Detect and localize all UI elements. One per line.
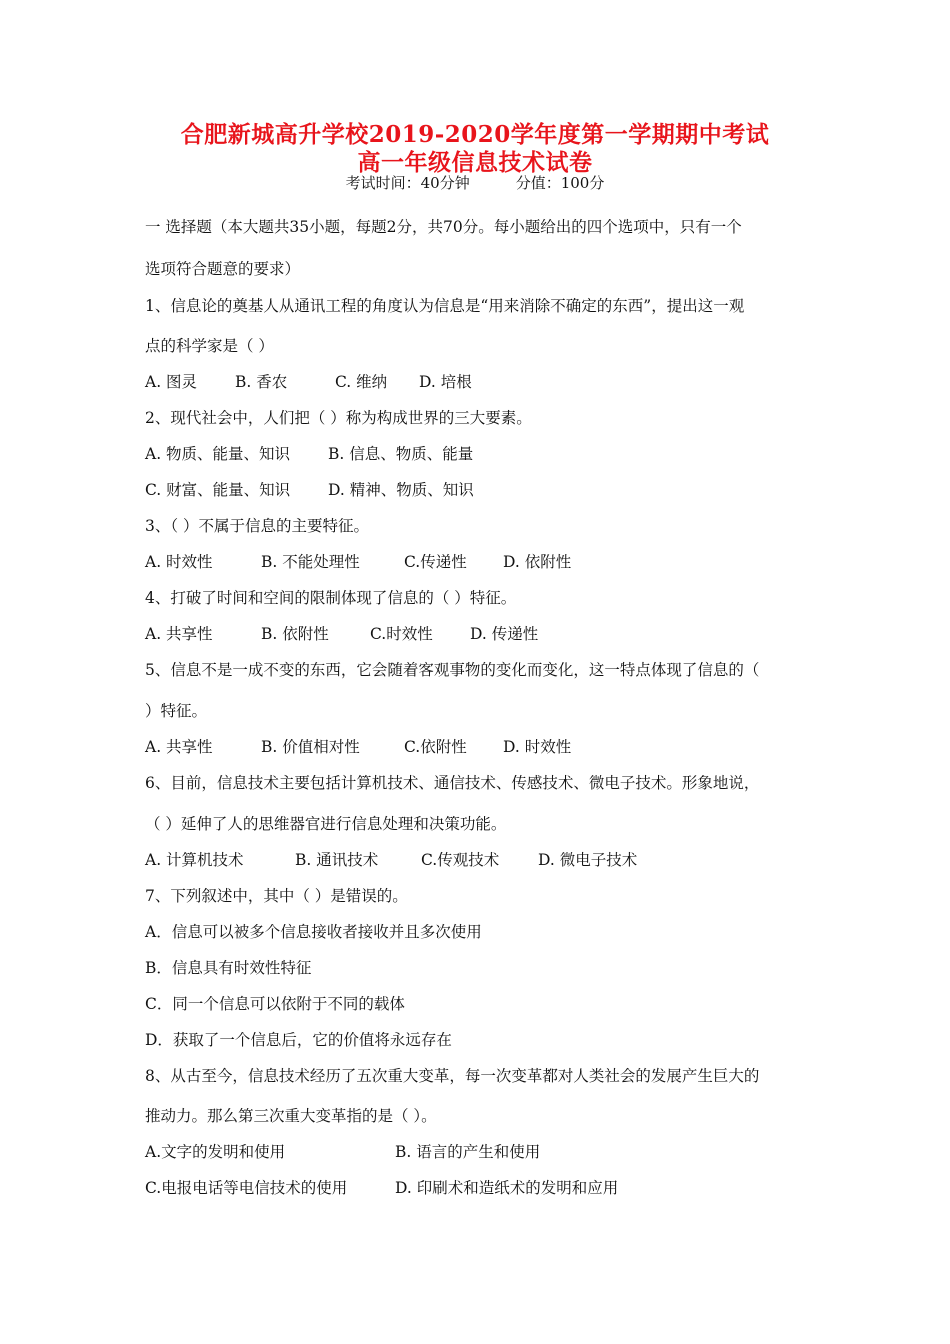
question-2-options-row2: [145, 479, 474, 501]
question-5-option-d: D. 时效性: [503, 738, 572, 756]
question-3-option-a: A. 时效性: [145, 553, 213, 571]
question-1-option-c: C. 维纳: [335, 373, 388, 391]
question-8-stem-line1: 8、从古至今，信息技术经历了五次重大变革，每一次变革都对人类社会的发展产生巨大的: [145, 1067, 760, 1085]
exam-meta: [0, 173, 950, 193]
section-intro-line2: 选项符合题意的要求）: [145, 260, 301, 278]
question-1-option-b: B. 香农: [235, 373, 288, 391]
question-2-option-a: A. 物质、能量、知识: [145, 445, 291, 463]
exam-score: 分值：100分: [515, 174, 605, 192]
question-7-option-c: C．同一个信息可以依附于不同的载体: [145, 995, 405, 1013]
question-8-option-d: D. 印刷术和造纸术的发明和应用: [395, 1179, 619, 1197]
exam-title-line1: 合肥新城高升学校2019-2020学年度第一学期期中考试: [180, 121, 770, 148]
question-2-stem-line1: 2、现代社会中，人们把（ ）称为构成世界的三大要素。: [145, 409, 532, 427]
question-4-options: [145, 623, 538, 645]
question-2-option-b: B. 信息、物质、能量: [328, 445, 474, 463]
question-1-stem-line1: 1、信息论的奠基人从通讯工程的角度认为信息是“用来消除不确定的东西”，提出这一观: [145, 297, 745, 315]
question-4-option-a: A. 共享性: [145, 625, 213, 643]
question-5-stem-line1: 5、信息不是一成不变的东西，它会随着客观事物的变化而变化，这一特点体现了信息的（: [145, 661, 760, 679]
question-1-options: [145, 371, 472, 393]
question-2-option-c: C. 财富、能量、知识: [145, 481, 291, 499]
question-1-stem-line2: 点的科学家是（ ）: [145, 337, 274, 355]
question-5-stem-line2: ）特征。: [145, 702, 208, 720]
exam-title-line2: 高一年级信息技术试卷: [357, 149, 593, 176]
question-8-options-row1: [145, 1141, 540, 1163]
question-6-options: [145, 849, 637, 871]
question-3-option-c: C.传递性: [404, 553, 467, 571]
question-4-option-c: C.时效性: [370, 625, 433, 643]
question-3-option-d: D. 依附性: [503, 553, 572, 571]
exam-time: 考试时间：40分钟: [345, 174, 470, 192]
question-7-option-a: A．信息可以被多个信息接收者接收并且多次使用: [145, 923, 482, 941]
question-3-option-b: B. 不能处理性: [261, 553, 360, 571]
question-3-options: [145, 551, 571, 573]
question-6-option-c: C.传观技术: [421, 851, 500, 869]
question-4-stem-line1: 4、打破了时间和空间的限制体现了信息的（ ）特征。: [145, 589, 517, 607]
question-8-options-row2: [145, 1177, 618, 1199]
question-6-option-b: B. 通讯技术: [295, 851, 379, 869]
question-7-stem-line1: 7、下列叙述中，其中（ ）是错误的。: [145, 887, 408, 905]
question-8-option-c: C.电报电话等电信技术的使用: [145, 1179, 348, 1197]
question-5-options: [145, 736, 571, 758]
question-6-stem-line2: （ ）延伸了人的思维器官进行信息处理和决策功能。: [145, 815, 507, 833]
question-4-option-b: B. 依附性: [261, 625, 329, 643]
question-6-stem-line1: 6、目前，信息技术主要包括计算机技术、通信技术、传感技术、微电子技术。形象地说，: [145, 774, 760, 792]
question-8-option-a: A.文字的发明和使用: [145, 1143, 286, 1161]
question-2-option-d: D. 精神、物质、知识: [328, 481, 474, 499]
section-intro-line1: 一 选择题（本大题共35小题，每题2分，共70分。每小题给出的四个选项中，只有一个: [145, 218, 742, 236]
question-5-option-c: C.依附性: [404, 738, 467, 756]
question-3-stem-line1: 3、（ ）不属于信息的主要特征。: [145, 517, 370, 535]
question-5-option-a: A. 共享性: [145, 738, 213, 756]
question-7-option-d: D．获取了一个信息后，它的价值将永远存在: [145, 1031, 452, 1049]
question-6-option-a: A. 计算机技术: [145, 851, 244, 869]
question-8-option-b: B. 语言的产生和使用: [395, 1143, 541, 1161]
question-5-option-b: B. 价值相对性: [261, 738, 360, 756]
question-1-option-d: D. 培根: [419, 373, 472, 391]
question-4-option-d: D. 传递性: [470, 625, 539, 643]
question-8-stem-line2: 推动力。那么第三次重大变革指的是（ ）。: [145, 1107, 437, 1125]
question-7-option-b: B．信息具有时效性特征: [145, 959, 312, 977]
question-1-option-a: A. 图灵: [145, 373, 198, 391]
question-2-options-row1: [145, 443, 473, 465]
question-6-option-d: D. 微电子技术: [538, 851, 638, 869]
